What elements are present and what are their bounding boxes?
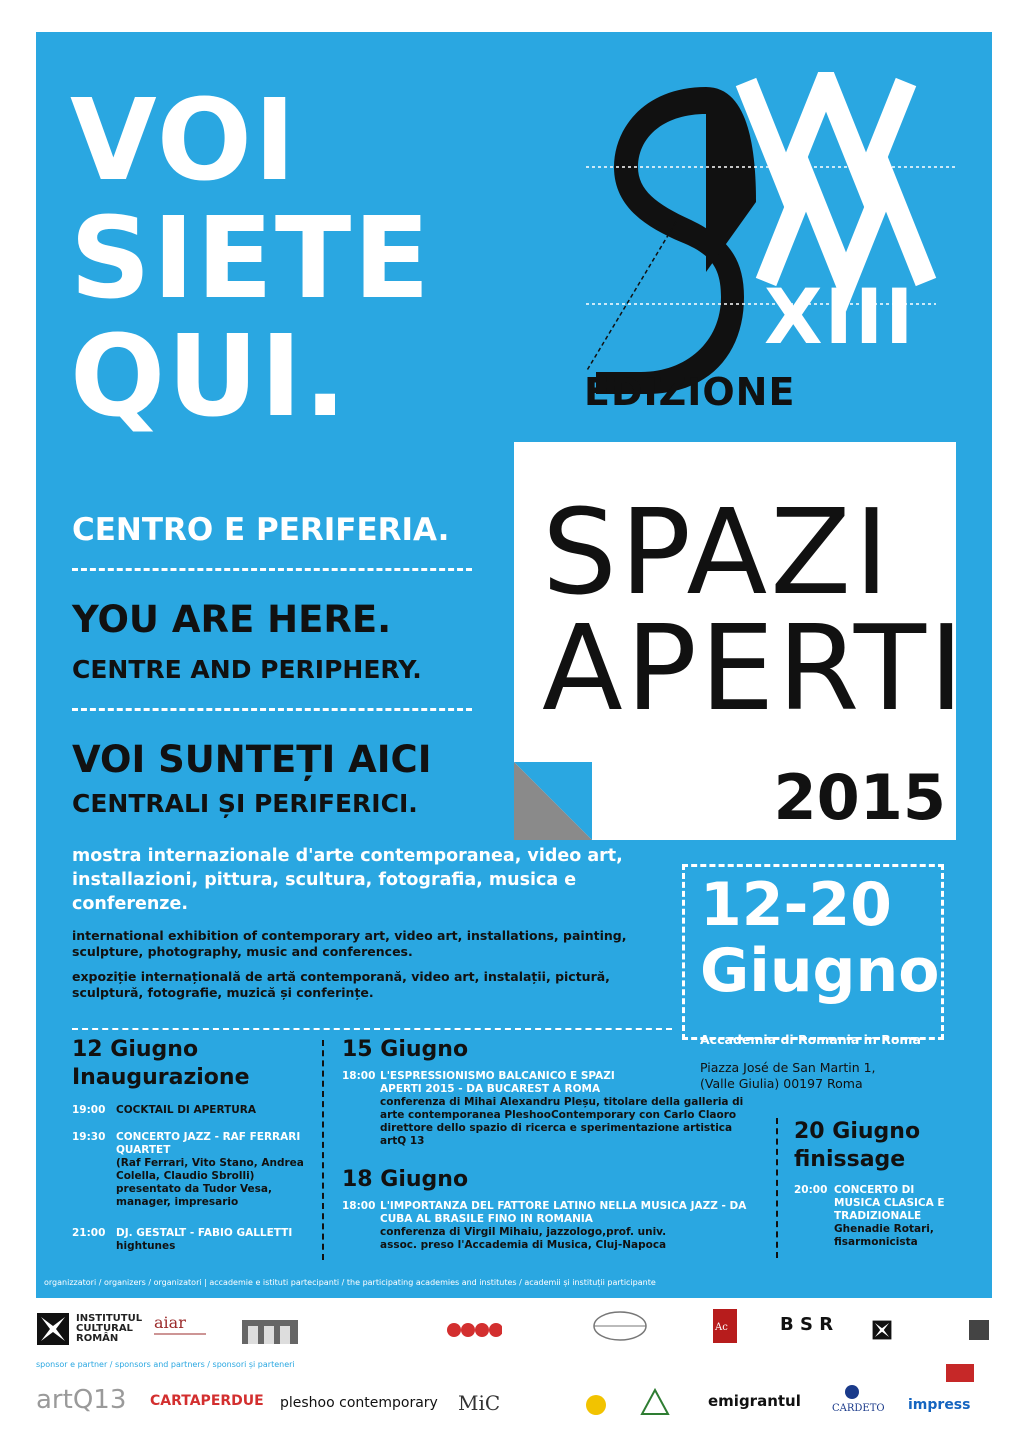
- event-title: [542, 483, 967, 737]
- event-row: [72, 1227, 312, 1253]
- day-title: 15 Giugno: [342, 1037, 469, 1062]
- event-title: CONCERTO JAZZ - RAF FERRARI QUARTET: [116, 1131, 301, 1156]
- event-row: [342, 1200, 782, 1252]
- event-block: [116, 1227, 292, 1253]
- subtitle-romanian-1: VOI SUNTEȚI AICI: [72, 738, 432, 781]
- event-block: [834, 1184, 964, 1249]
- event-title: DJ. GESTALT - FABIO GALLETTI: [116, 1227, 293, 1239]
- event-time: 19:00: [72, 1104, 106, 1116]
- red-logo-icon: [938, 1360, 982, 1388]
- subtitle-italian: CENTRO E PERIFERIA.: [72, 512, 450, 548]
- date-range: 12-20: [700, 870, 892, 940]
- svg-text:Ac: Ac: [715, 1322, 728, 1333]
- bird-logo-icon: [576, 1392, 616, 1418]
- mic-logo-icon: [456, 1388, 536, 1418]
- artq13-logo: artQ13: [36, 1385, 127, 1415]
- headline-line-3: QUI.: [70, 312, 349, 442]
- svg-text:MiC: MiC: [458, 1391, 501, 1415]
- mountain-logo-icon: [640, 1388, 670, 1416]
- event-time: 20:00: [794, 1184, 828, 1196]
- date-month: Giugno: [700, 936, 940, 1006]
- day-subtitle: finissage: [794, 1147, 906, 1172]
- event-title: CONCERTO DI MUSICA CLASICA E TRADIZIONALE: [834, 1184, 945, 1222]
- program-column-divider-2: [776, 1118, 778, 1258]
- building-small-logo-icon: [968, 1316, 990, 1342]
- icr-logo-icon: [36, 1312, 70, 1346]
- iris-logo-icon: [872, 1320, 892, 1340]
- event-detail: Ghenadie Rotari, fisarmonicista: [834, 1223, 934, 1248]
- event-title-line-1: SPAZI: [542, 483, 892, 621]
- description-english: international exhibition of contemporary art, video art, installations, painting, sculpture, photography, music and conferences.: [72, 928, 627, 959]
- event-block: [380, 1200, 770, 1252]
- event-title-line-2: APERTI: [542, 599, 967, 737]
- cardeto-logo: CARDETO: [832, 1403, 885, 1414]
- sponsors-label: sponsor e partner / sponsors and partners / sponsori și parteneri: [36, 1360, 295, 1369]
- event-time: 18:00: [342, 1200, 376, 1212]
- event-time: 21:00: [72, 1227, 106, 1239]
- accademia-logo-icon: [150, 1310, 210, 1346]
- event-detail: hightunes: [116, 1240, 176, 1252]
- partner-logos: [0, 1300, 1024, 1450]
- description-romanian: expoziție internațională de artă contemporană, video art, instalații, pictură, sculptură, fotografie, muzică și conferințe.: [72, 969, 610, 1000]
- event-time: 19:30: [72, 1131, 106, 1143]
- colosseum-logo-icon: [590, 1306, 650, 1348]
- event-row: [342, 1070, 762, 1148]
- cardeto-logo-icon: [844, 1384, 860, 1400]
- impress-logo: impress: [908, 1397, 971, 1413]
- poster: [36, 32, 992, 1298]
- event-title: COCKTAIL DI APERTURA: [116, 1104, 256, 1116]
- page-fold-corner: [514, 762, 594, 842]
- day-title: 18 Giugno: [342, 1167, 469, 1192]
- headline: [70, 76, 432, 442]
- event-year: 2015: [773, 761, 946, 834]
- program-day-15: [342, 1036, 762, 1148]
- coat-of-arms-logo-icon: [712, 1308, 738, 1344]
- event-title: L'IMPORTANZA DEL FATTORE LATINO NELLA MUSICA JAZZ - DA CUBA AL BRASILE FINO IN ROMANIA: [380, 1200, 747, 1225]
- icr-logo-text: [76, 1314, 142, 1344]
- building-logo-icon: [240, 1314, 300, 1346]
- day-title: 12 Giugno: [72, 1037, 199, 1062]
- event-row: [794, 1184, 984, 1249]
- venue-name: Accademia di Romania in Roma: [700, 1032, 921, 1047]
- event-title: L'ESPRESSIONISMO BALCANICO E SPAZI APERTI 2015 - DA BUCAREST A ROMA: [380, 1070, 615, 1095]
- headline-line-2: SIETE: [70, 194, 432, 324]
- subtitle-romanian-2: CENTRALI ȘI PERIFERICI.: [72, 789, 418, 818]
- description-italian: mostra internazionale d'arte contemporanea, video art, installazioni, pittura, scultura, fotografia, musica e conferenze.: [72, 846, 623, 914]
- organizers-line: organizzatori / organizers / organizatori | accademie e istituti partecipanti / the participating academies and institutes / academii și instituții participante: [44, 1278, 656, 1287]
- emigrantul-logo: emigrantul: [708, 1392, 801, 1410]
- icr-line-3: ROMÂN: [76, 1333, 119, 1344]
- venue-address-line-1: Piazza José de San Martin 1,: [700, 1060, 876, 1075]
- event-detail: conferenza di Virgil Mihaiu, jazzologo,prof. univ. assoc. preso l'Accademia di Musica, Cluj-Napoca: [380, 1226, 667, 1251]
- divider-2: [72, 708, 472, 711]
- icr-line-2: CULTURAL: [76, 1323, 133, 1334]
- cartaperdue-logo: CARTAPERDUE: [150, 1393, 264, 1409]
- divider-1: [72, 568, 472, 571]
- program-divider: [72, 1028, 672, 1030]
- balassi-logo-icon: [446, 1322, 502, 1338]
- edition-label: EDIZIONE: [584, 370, 796, 414]
- bsr-logo: B S R: [780, 1314, 834, 1335]
- event-row: [72, 1104, 312, 1117]
- event-time: 18:00: [342, 1070, 376, 1082]
- event-detail: conferenza di Mihai Alexandru Pleșu, titolare della galleria di arte contemporanea PleshooContemporary con Carlo Claoro direttore dello spazio di ricerca e sperimentazione artistica artQ 13: [380, 1096, 744, 1147]
- svg-text:aiar: aiar: [154, 1313, 186, 1332]
- headline-line-1: VOI: [70, 76, 298, 206]
- day-title: 20 Giugno: [794, 1119, 921, 1144]
- event-detail: (Raf Ferrari, Vito Stano, Andrea Colella, Claudio Sbrolli) presentato da Tudor Vesa, manager, impresario: [116, 1157, 304, 1208]
- pleshoo-logo: pleshoo contemporary: [280, 1395, 438, 1411]
- subtitle-english-2: CENTRE AND PERIPHERY.: [72, 655, 422, 684]
- edition-number: XIII: [764, 272, 916, 361]
- program-day-20: [794, 1118, 984, 1249]
- program-day-18: [342, 1166, 782, 1252]
- event-row: [72, 1131, 312, 1209]
- event-dates: [700, 872, 939, 1004]
- event-block: [116, 1131, 312, 1209]
- venue-address-line-2: (Valle Giulia) 00197 Roma: [700, 1076, 863, 1091]
- program-day-12: [72, 1036, 312, 1253]
- icr-line-1: INSTITUTUL: [76, 1313, 143, 1324]
- day-subtitle: Inaugurazione: [72, 1065, 250, 1090]
- event-block: [380, 1070, 750, 1148]
- program-column-divider-1: [322, 1040, 324, 1260]
- subtitle-english-1: YOU ARE HERE.: [72, 598, 392, 641]
